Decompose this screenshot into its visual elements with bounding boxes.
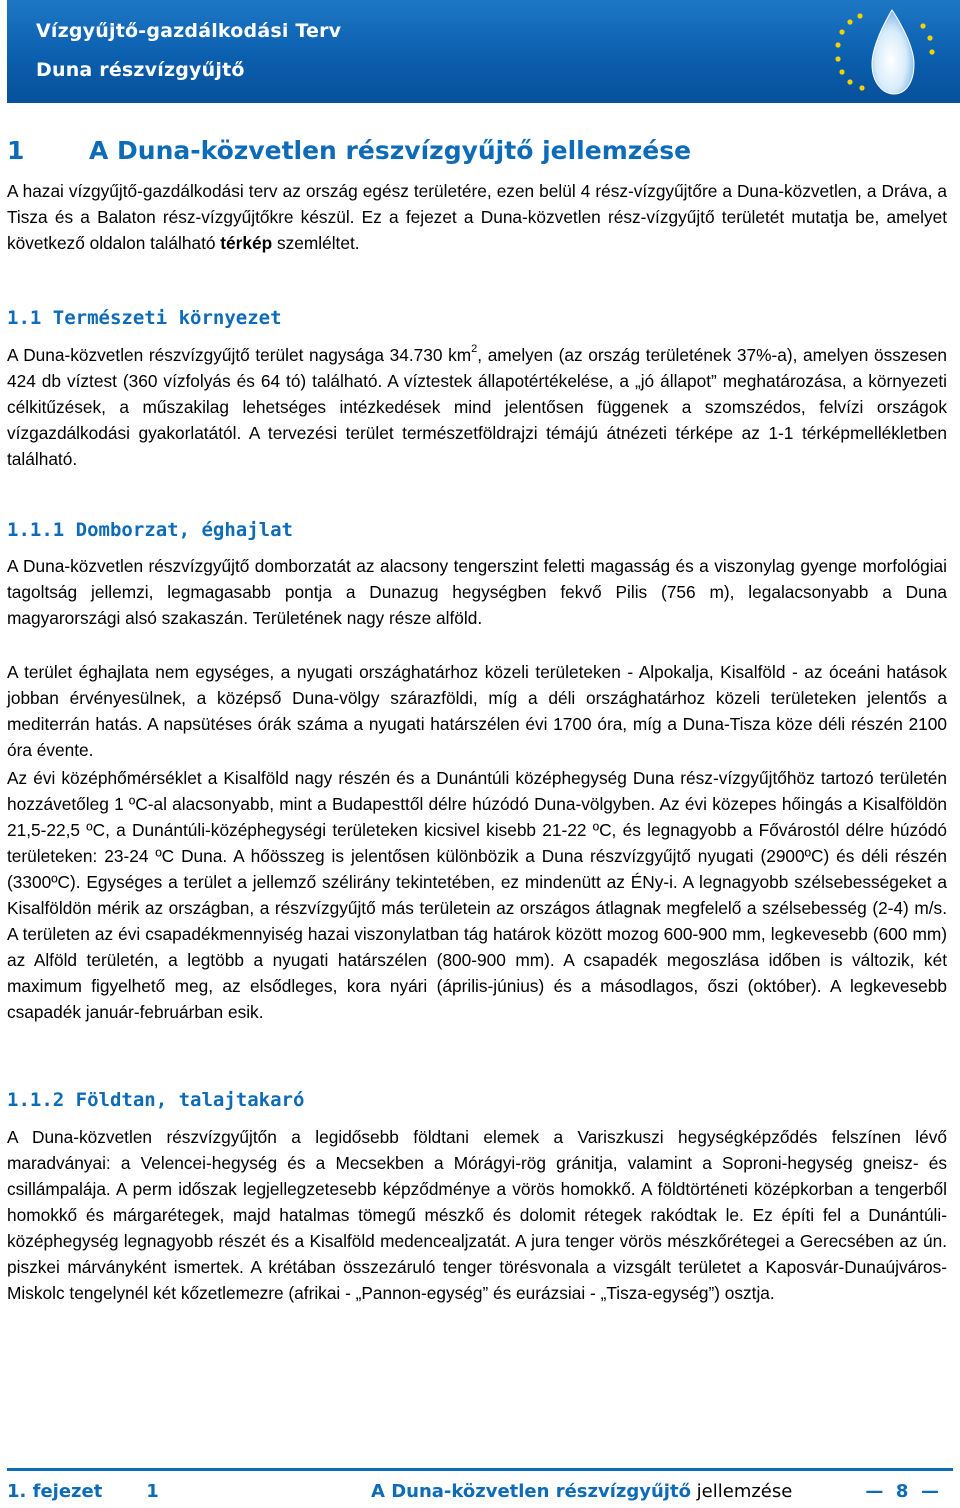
header-title: Vízgyűjtő-gazdálkodási Terv xyxy=(36,20,342,42)
intro-text: A hazai vízgyűjtő-gazdálkodási terv az ország egész területére, ezen belül 4 rész-vízgyűjtőre a Duna-közvetlen, a Dráva, a Tisza és a Balaton rész-vízgyűjtőkre készül. Ez a fejezet a Duna-közvetlen rész-vízgyűjtő területét mutatja be, amelyet következő oldalon található xyxy=(7,181,947,253)
superscript: 2 xyxy=(471,343,478,356)
footer-chapter xyxy=(7,1481,159,1502)
footer-title-plain: jellemzése xyxy=(690,1481,793,1502)
geology-paragraph: A Duna-közvetlen részvízgyűjtőn a legidősebb földtani elemek a Variszkuszi hegységképződés felszínen lévő maradványai: a Velencei-hegység és a Mecsekben a Mórágyi-rög gránitja, valamint a Soproni-hegység gneisz- és csillámpalája. A perm időszak legjellegzetesebb képződménye a vörös homokkő. A földtörténeti középkorban a tengerből homokkő és márgarétegek, majd hatalmas tömegű mészkő és dolomit rétegek rakódtak le. Ez építi fel a Dunántúli-középhegység legnagyobb részét és a Kisalföld medencealjzatát. A jura tenger vörös mészkőrétegei a Gerecsében az ún. piszkei márványként ismertek. A krétában összezáruló tenger törésvonala a vizsgált területet a Kaposvár-Dunaújváros-Miskolc tengelynél két kőzetlemezre (afrikai - „Pannon-egység” és eurázsiai - „Tisza-egység”) osztja. xyxy=(7,1127,947,1303)
chapter-heading xyxy=(7,136,691,165)
footer-title xyxy=(371,1481,792,1502)
section-heading-1-1: 1.1 Természeti környezet xyxy=(7,307,282,329)
area-text: A Duna-közvetlen részvízgyűjtő terület nagysága 34.730 km xyxy=(7,345,472,365)
section-heading-1-1-2: 1.1.2 Földtan, talajtakaró xyxy=(7,1089,305,1111)
water-drop-eu-stars-logo-icon xyxy=(820,2,940,102)
section-1-1-paragraph xyxy=(7,342,947,472)
climate-paragraph: A terület éghajlata nem egységes, a nyugati országhatárhoz közeli területeken - Alpokalja, Kisalföld - az óceáni hatások jobban érvényesülnek, a középső Duna-völgy szárazföldi, míg a déli országhatárhoz közeli területeken jelentős a mediterrán hatás. A napsütéses órák száma a nyugati határszélen évi 1700 óra, míg a Duna-Tisza köze déli részén 2100 óra évente. xyxy=(7,662,947,760)
document-header xyxy=(7,0,960,103)
page-number: 8 xyxy=(895,1481,909,1502)
intro-text-end: szemléltet. xyxy=(272,233,360,253)
intro-bold-term: térkép xyxy=(220,233,273,253)
header-subtitle: Duna részvízgyűjtő xyxy=(36,59,245,81)
chapter-title: A Duna-közvetlen részvízgyűjtő jellemzése xyxy=(89,136,692,165)
relief-paragraph: A Duna-közvetlen részvízgyűjtő domborzatát az alacsony tengerszint feletti magasság és a viszonylag gyenge morfológiai tagoltság jellemzi, legmagasabb pontja a Dunazug hegységben fekvő Pilis (756 m), legalacsonyabb a Duna magyarországi alsó szakaszán. Területének nagy része alföld. xyxy=(7,556,947,628)
area-text-cont: , amelyen (az ország területének 37%-a), amelyen összesen 424 db víztest (360 vízfolyás és 64 tó) található. A víztestek állapotértékelése, a „jó állapot” meghatározása, a környezeti célkitűzések, a műszakilag lehetséges intézkedések mind jelentősen függenek a szomszédos, felvízi országok vízgazdálkodási gyakorlatától. A tervezési terület természetföldrajzi témájú átnézeti térképe az 1-1 térképmellékletben található. xyxy=(7,345,947,469)
temperature-paragraph: Az évi középhőmérséklet a Kisalföld nagy részén és a Dunántúli középhegység Duna rész-vízgyűjtőhöz tartozó területén hozzávetőleg 1 ºC-al alacsonyabb, mint a Budapesttől délre húzódó Duna-völgyben. Az évi közepes hőingás a Kisalföldön 21,5-22,5 ºC, a Dunántúli-középhegységi területeken kicsivel kisebb 21-22 ºC, és legnagyobb a Fővárostól délre húzódó területeken: 23-24 ºC Duna. A hőösszeg is jelentősen különbözik a Duna részvízgyűjtő nyugati (2900ºC) és déli részén (3300ºC). Egységes a terület a jellemző szélirány tekintetében, ez mindenütt az ÉNy-i. A legnagyobb szélsebességeket a Kisalföldön mérik az országban, a részvízgyűjtő más területein az országos átlagnak megfelelő a szélsebesség (2-4) m/s. A területen az évi csapadékmennyiség hazai viszonylatban tág határok között mozog 600-900 mm, legkevesebb (600 mm) az Alföld területén, a legtöbb a nyugati határszélen (800-900 mm). A csapadék megoszlása időben is változik, két maximum figyelhető meg, az elsődleges, kora nyári (április-június) és a másodlagos, őszi (október). A legkevesebb csapadék január-februárban esik. xyxy=(7,768,947,1022)
footer-title-bold: A Duna-közvetlen részvízgyűjtő xyxy=(371,1481,691,1502)
section-heading-1-1-1: 1.1.1 Domborzat, éghajlat xyxy=(7,519,293,541)
footer-divider xyxy=(7,1468,953,1471)
footer-chapter-number: 1 xyxy=(146,1481,159,1502)
footer-page: — 8 — xyxy=(865,1481,939,1502)
page-footer xyxy=(7,1478,953,1506)
chapter-number: 1 xyxy=(7,136,25,165)
intro-paragraph xyxy=(7,178,947,256)
footer-chapter-label: 1. fejezet xyxy=(7,1481,103,1502)
